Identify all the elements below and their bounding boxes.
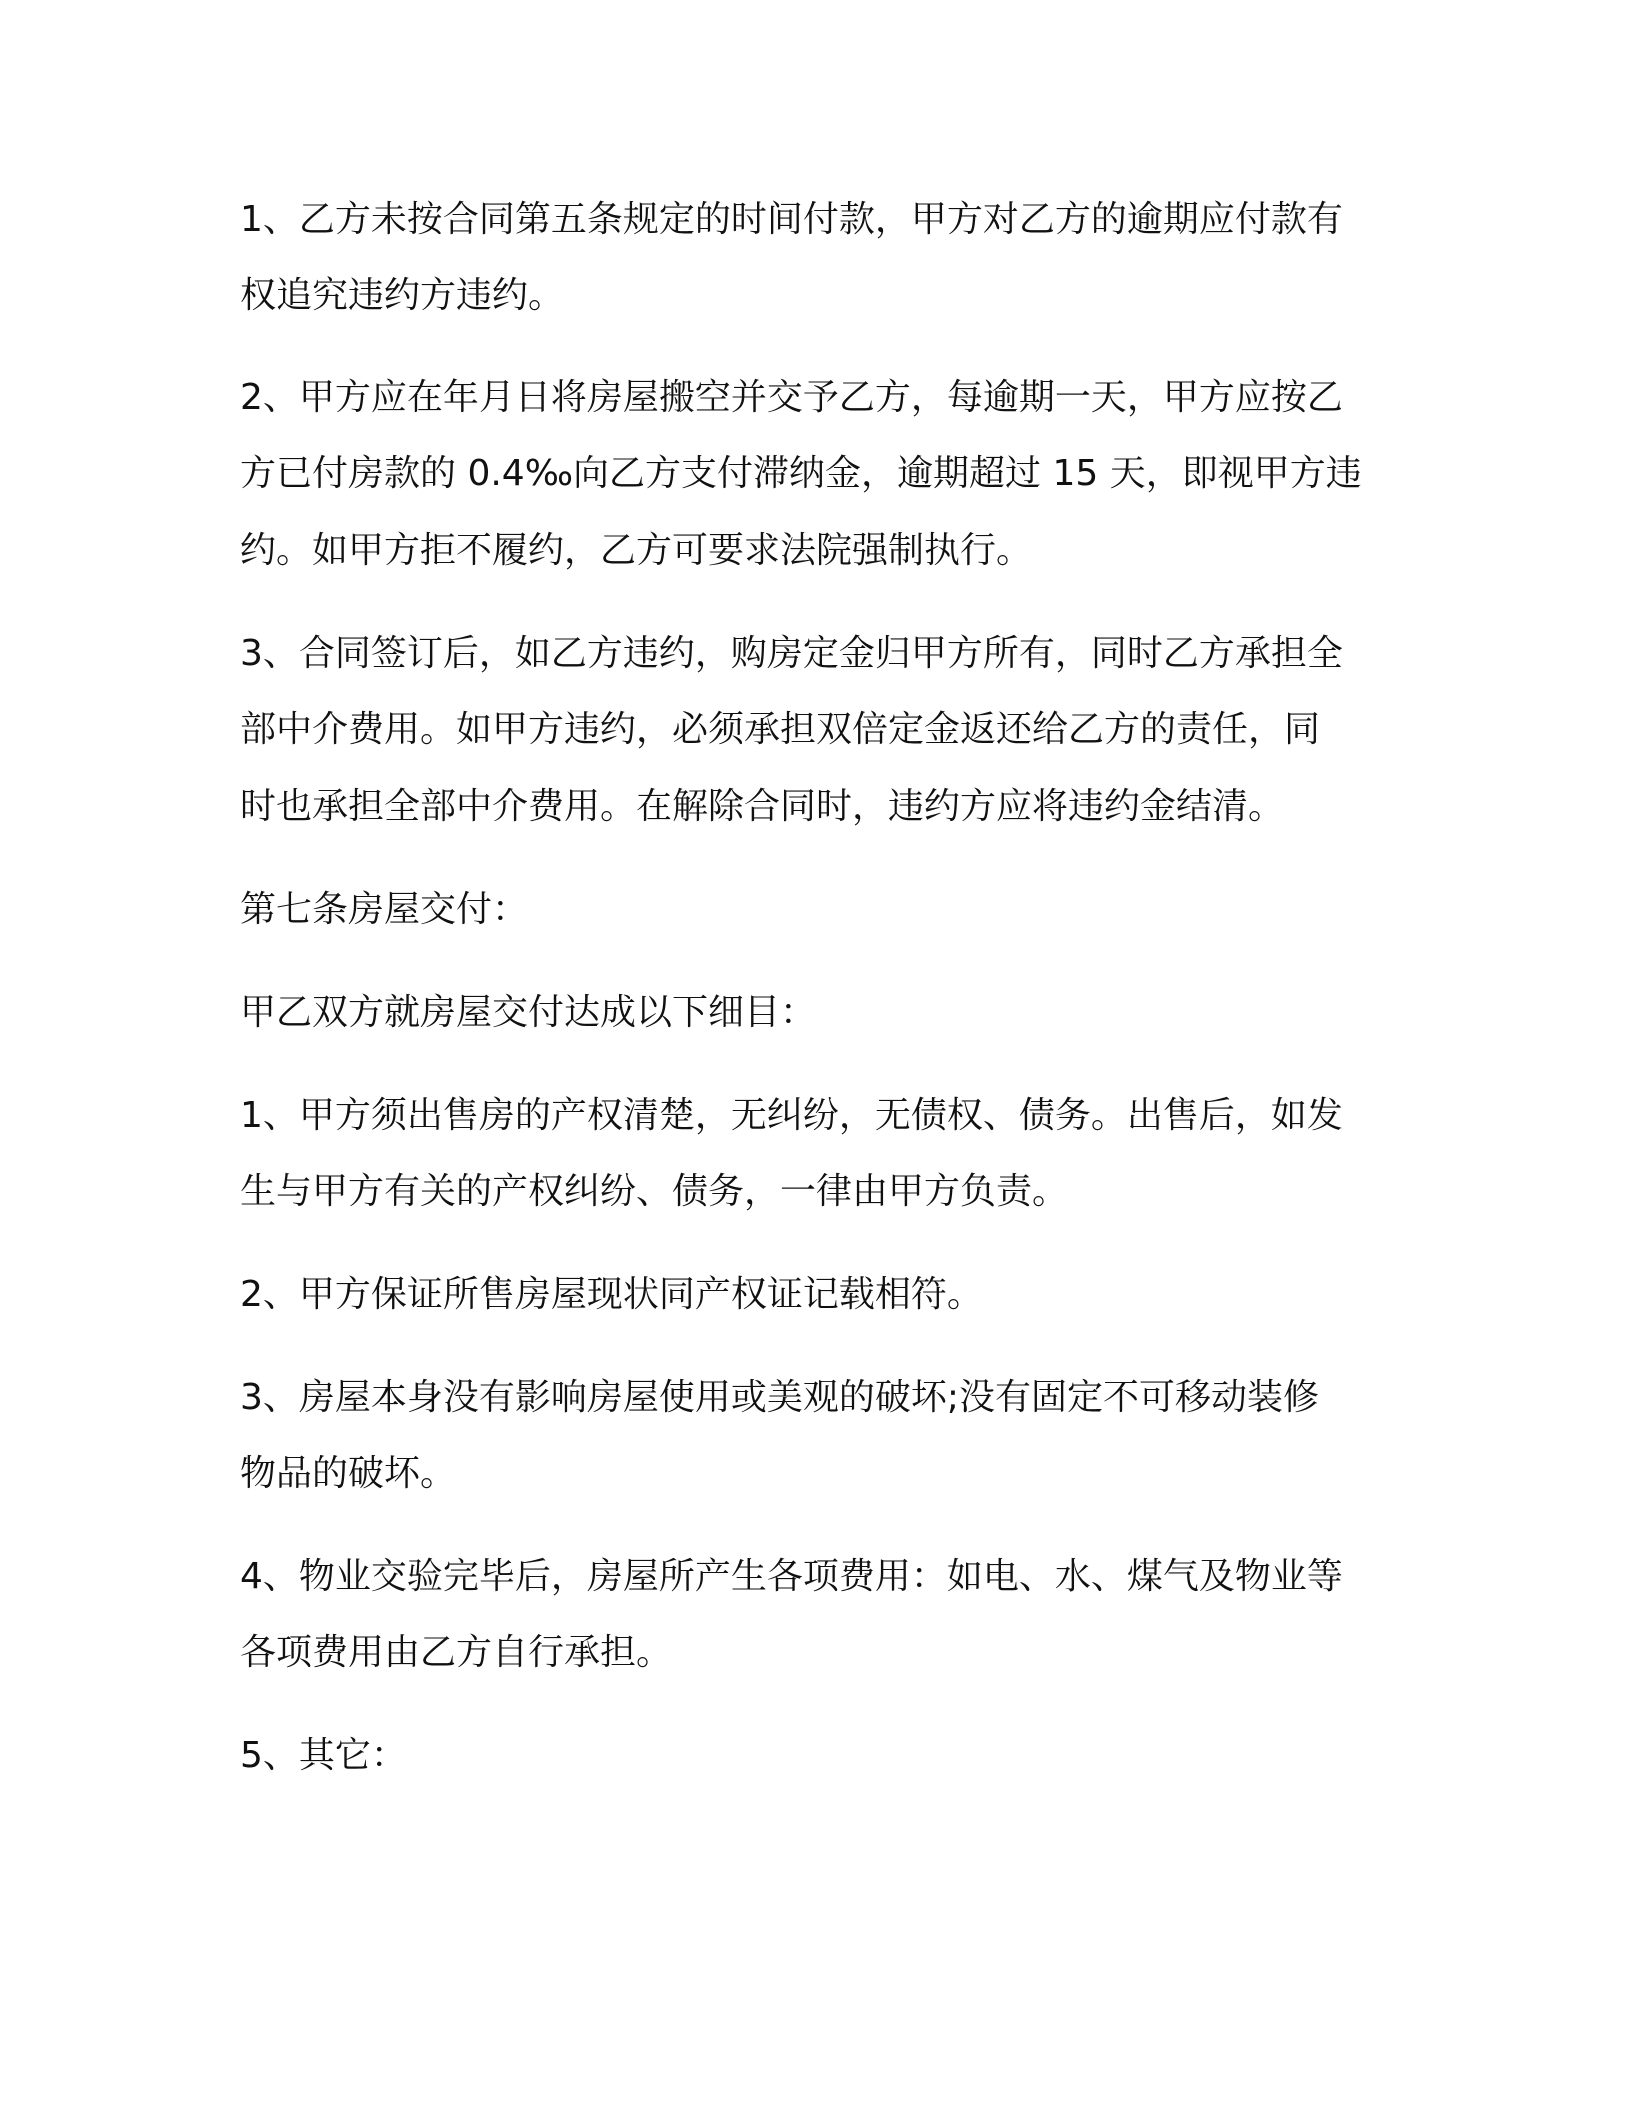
paragraph-2-line-3: 约。如甲方拒不履约，乙方可要求法院强制执行。 (240, 530, 1033, 571)
paragraph-10-line-1: 5、其它： (240, 1735, 407, 1776)
paragraph-9-line-2: 各项费用由乙方自行承担。 (240, 1632, 673, 1673)
paragraph-6-line-1: 1、甲方须出售房的产权清楚，无纠纷，无债权、债务。出售后，如发 (240, 1095, 1343, 1136)
paragraph-3-line-1: 3、合同签订后，如乙方违约，购房定金归甲方所有，同时乙方承担全 (240, 633, 1343, 674)
paragraph-6-line-2: 生与甲方有关的产权纠纷、债务，一律由甲方负责。 (240, 1171, 1069, 1212)
paragraph-2-line-1: 2、甲方应在年月日将房屋搬空并交予乙方，每逾期一天，甲方应按乙 (240, 377, 1343, 418)
paragraph-1-line-2: 权追究违约方违约。 (240, 275, 565, 316)
paragraph-8-line-2: 物品的破坏。 (240, 1453, 457, 1494)
section-heading-article-7: 第七条房屋交付： (240, 889, 529, 930)
paragraph-3-line-3: 时也承担全部中介费用。在解除合同时，违约方应将违约金结清。 (240, 786, 1285, 827)
paragraph-2-line-2: 方已付房款的 0.4‰向乙方支付滞纳金，逾期超过 15 天，即视甲方违 (240, 453, 1362, 494)
paragraph-3-line-2: 部中介费用。如甲方违约，必须承担双倍定金返还给乙方的责任，同 (240, 709, 1321, 750)
paragraph-9-line-1: 4、物业交验完毕后，房屋所产生各项费用：如电、水、煤气及物业等 (240, 1556, 1343, 1597)
paragraph-5-line-1: 甲乙双方就房屋交付达成以下细目： (240, 992, 817, 1033)
paragraph-8-line-1: 3、房屋本身没有影响房屋使用或美观的破坏;没有固定不可移动装修 (240, 1377, 1320, 1418)
paragraph-1-line-1: 1、乙方未按合同第五条规定的时间付款，甲方对乙方的逾期应付款有 (240, 199, 1343, 240)
paragraph-7-line-1: 2、甲方保证所售房屋现状同产权证记载相符。 (240, 1274, 983, 1315)
